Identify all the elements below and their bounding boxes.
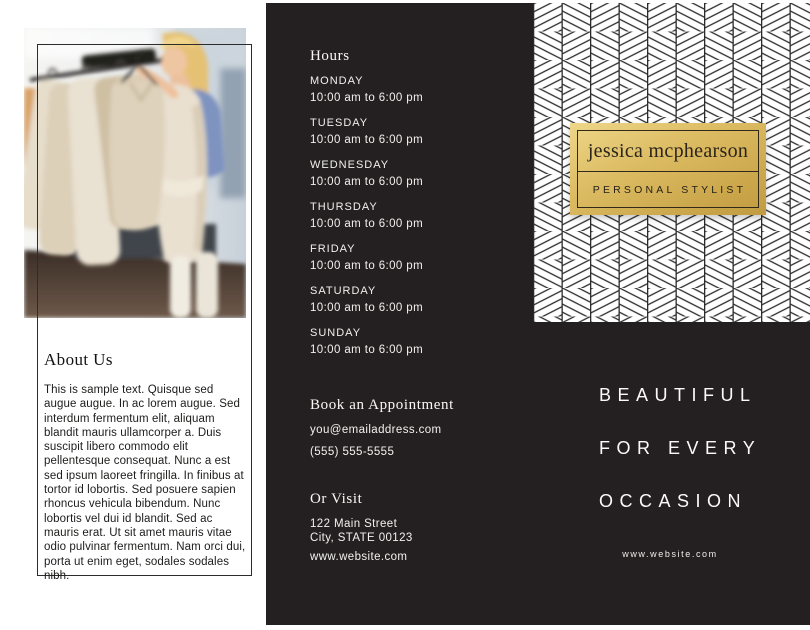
visit-heading: Or Visit xyxy=(310,491,363,507)
about-body-text: This is sample text. Quisque sed augue augue. In ac lorem augue. Sed interdum fermentum elit, aliquam blandit mauris ullamcorper a. Duis suscipit libero commodo elit pellentesque consequat. Nunc a est sed ipsum laoreet fringilla. In finibus at tortor id lobortis. Sed posuere sapien rhoncus vehicula bibendum. Nunc lobortis vel dui id blandit. Sed ac mauris erat. Ut sit amet mauris vitae odio pulvinar fermentum. Nam orci dui, porta ut enim eget, sodales sodales nibh. xyxy=(44,384,246,582)
day-hours: 10:00 am to 6:00 pm xyxy=(310,176,424,188)
visit-section xyxy=(310,491,533,565)
day-label: THURSDAY xyxy=(310,201,378,213)
appointment-heading: Book an Appointment xyxy=(310,397,454,413)
hours-entry-saturday xyxy=(310,285,533,315)
tagline-line-3: OCCASION xyxy=(599,491,748,511)
hours-entry-thursday xyxy=(310,201,533,231)
day-hours: 10:00 am to 6:00 pm xyxy=(310,92,424,104)
brand-badge-border xyxy=(577,130,759,208)
website-url: www.website.com xyxy=(310,551,408,563)
email-address: you@emailaddress.com xyxy=(310,424,442,436)
hours-entry-tuesday xyxy=(310,117,533,147)
appointment-section xyxy=(310,397,533,459)
hours-entry-wednesday xyxy=(310,159,533,189)
day-label: WEDNESDAY xyxy=(310,159,390,171)
tagline-line-1: BEAUTIFUL xyxy=(599,385,757,405)
address-line-2: City, STATE 00123 xyxy=(310,531,413,544)
about-section xyxy=(44,350,246,583)
address-line-1: 122 Main Street xyxy=(310,518,398,530)
day-label: FRIDAY xyxy=(310,243,356,255)
day-label: SATURDAY xyxy=(310,285,377,297)
brand-name: jessica mcphearson xyxy=(587,139,749,162)
day-label: SUNDAY xyxy=(310,327,362,339)
hours-list xyxy=(310,75,533,357)
hero-photo xyxy=(24,28,246,318)
hours-entry-monday xyxy=(310,75,533,105)
tagline-line-2: FOR EVERY xyxy=(599,438,762,458)
panel-about xyxy=(0,0,266,630)
hours-heading: Hours xyxy=(310,48,350,64)
cover-tagline xyxy=(599,386,761,545)
day-label: TUESDAY xyxy=(310,117,369,129)
panel-cover xyxy=(533,3,810,625)
cover-website-url: www.website.com xyxy=(622,549,718,559)
day-hours: 10:00 am to 6:00 pm xyxy=(310,260,424,272)
day-hours: 10:00 am to 6:00 pm xyxy=(310,134,424,146)
brand-title: PERSONAL STYLIST xyxy=(592,183,747,196)
brand-badge xyxy=(570,123,766,215)
day-hours: 10:00 am to 6:00 pm xyxy=(310,218,424,230)
day-hours: 10:00 am to 6:00 pm xyxy=(310,344,424,356)
panel-info xyxy=(266,3,533,625)
about-heading: About Us xyxy=(44,350,113,369)
shopping-photo-illustration xyxy=(24,28,246,318)
phone-number: (555) 555-5555 xyxy=(310,445,395,458)
day-label: MONDAY xyxy=(310,75,364,87)
hours-entry-friday xyxy=(310,243,533,273)
hours-entry-sunday xyxy=(310,327,533,357)
day-hours: 10:00 am to 6:00 pm xyxy=(310,302,424,314)
